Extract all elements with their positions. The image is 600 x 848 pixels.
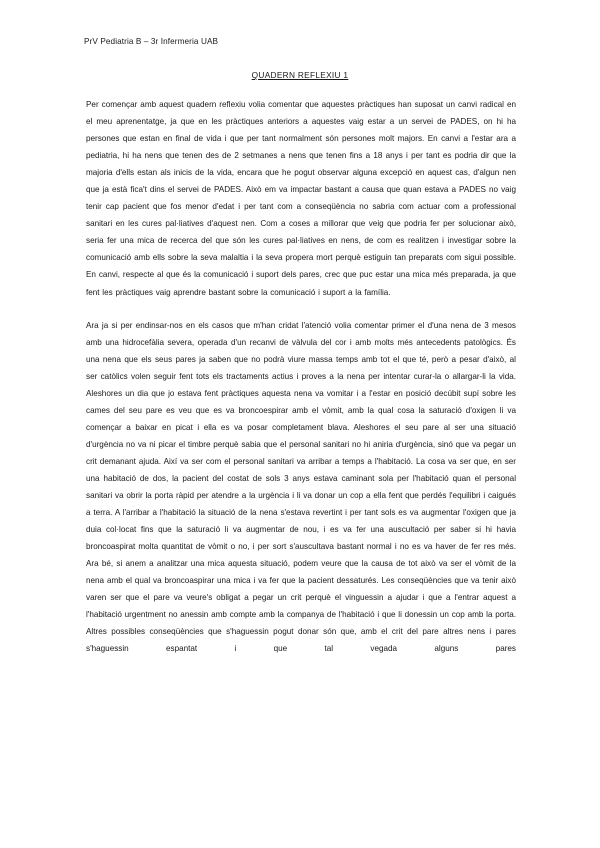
document-title: QUADERN REFLEXIU 1 (251, 70, 349, 80)
running-header: PrV Pediatria B – 3r Infermeria UAB (84, 37, 219, 46)
paragraph-spacer (86, 301, 516, 317)
document-body (86, 96, 516, 658)
paragraph-intro: Per començar amb aquest quadern reflexiu volia comentar que aquestes pràctiques han suposat un canvi radical en el meu aprenentatge, ja que en les pràctiques anteriors a aquestes vaig estar a un servei de PADES, on hi ha persones que estan en final de vida i que per tant normalment són persones molt majors. En canvi a l'estar ara a pediatria, hi ha nens que tenen des de 2 setmanes a nens que tenen fins a 18 anys i per tant es podria dir que la majoria d'ells estan als inicis de la vida, encara que he pogut observar alguna excepció en aquest cas, d'algun nen que ja està fica't dins el servei de PADES. Això em va impactar bastant a causa que quan estava a PADES no vaig tenir cap pacient que fos menor d'edat i per tant com a conseqüència no sabria com actuar com a professional sanitari en les cures pal·liatives d'aquest nen. Com a coses a millorar que veig que podria fer per solucionar això, seria fer una mica de recerca del que són les cures pal·liatives en nens, de com es realitzen i investigar sobre la comunicació amb ells sobre la seva malaltia i la seva propera mort perquè estiguin tan preparats com sigui possible. En canvi, respecte al que és la comunicació i suport dels pares, crec que puc estar una mica més preparada, ja que fent les pràctiques vaig aprendre bastant sobre la comunicació i suport a la família. (86, 100, 516, 297)
paragraph-case: Ara ja si per endinsar-nos en els casos que m'han cridat l'atenció volia comentar primer el d'una nena de 3 mesos amb una hidrocefàlia severa, operada d'un recanvi de vàlvula del cor i amb molts més antecedents patològics. És una nena que els seus pares ja saben que no podrà viure massa temps amb tot el que té, però a pesar d'això, al ser catòlics volen seguir fent tots els tractaments actius i proves a la nena per intentar curar-la o allargar-li la vida. Aleshores un dia que jo estava fent pràctiques aquesta nena va vomitar i a l'estar en posició decúbit supí sobre les cames del seu pare es veu que es va broncoespirar amb el vòmit, amb la qual cosa la saturació d'oxigen li va començar a baixar en picat i ella es va posar completament blava. Aleshores el seu pare al ser una situació d'urgència no va ni picar el timbre perquè sabia que el personal sanitari no hi aniria d'urgència, sinó que va pegar un crit demanant ajuda. Així va ser com el personal sanitari va arribar a temps a l'habitació. La cosa va ser que, en ser una habitació de dos, la pacient del costat de sols 3 anys estava caminant sola per l'habitació quan el personal sanitari va obrir la porta ràpid per atendre a la urgència i li va donar un cop a ella fent que perdés l'equilibri i caigués a terra. A l'arribar a l'habitació la situació de la nena s'estava revertint i per tant sols es va augmentar l'oxigen que ja duia col·locat fins que la saturació li va augmentar de nou, i es va fer una auscultació per saber si hi havia broncoaspirat molta quantitat de vòmit o no, i per sort s'auscultava bastant normal i no es va haver de fer res més. Ara bé, si anem a analitzar una mica aquesta situació, podem veure que la causa de tot això va ser el vòmit de la nena amb el qual va broncoaspirar una mica i va fer que la pacient dessaturés. Les conseqüències que va tenir això varen ser que el pare va veure's obligat a pegar un crit perquè el vinguessin a ajudar i que a l'entrar aquest a l'habitació urgentment no anessin amb compte amb la companya de l'habitació i que li donessin un cop amb la porta. Altres possibles conseqüències que s'haguessin pogut donar són que, amb el crit del pare altres nens i pares s'haguessin espantat i que tal vegada alguns pares (86, 320, 516, 654)
